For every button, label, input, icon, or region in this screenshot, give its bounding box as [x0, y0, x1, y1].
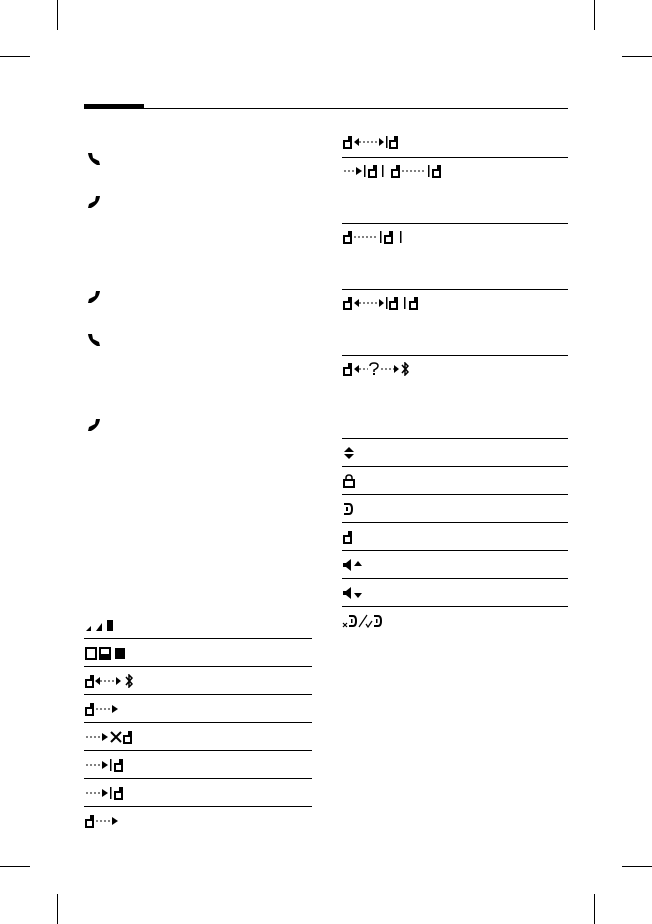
table-row	[342, 579, 568, 607]
handset-up-icon	[86, 417, 102, 433]
table-row	[84, 639, 312, 667]
battery-level-icon	[84, 646, 130, 660]
table-row	[342, 523, 568, 551]
signal-strength-icon	[84, 618, 124, 632]
phone-exchange-icon	[342, 296, 432, 310]
crop-mark	[594, 0, 595, 30]
table-row	[342, 467, 568, 495]
handset-up-icon	[86, 194, 102, 210]
table-row	[342, 551, 568, 579]
handset-down-icon	[86, 332, 102, 348]
headset-icon	[342, 502, 358, 516]
table-row	[84, 807, 312, 835]
table-row	[84, 611, 312, 639]
handset-down-icon	[86, 151, 102, 167]
incoming-to-phone-icon	[84, 786, 130, 800]
volume-up-icon	[342, 558, 366, 572]
table-row	[342, 356, 568, 390]
phone-bluetooth-connection-icon	[84, 674, 140, 688]
table-row	[342, 607, 568, 635]
incoming-blocked-icon	[84, 730, 136, 744]
table-row	[342, 495, 568, 523]
table-row	[342, 290, 568, 324]
phone-transfer-icon	[342, 230, 418, 244]
lock-icon	[342, 474, 358, 488]
crop-mark	[0, 56, 30, 57]
table-row	[84, 751, 312, 779]
crop-mark	[622, 866, 652, 867]
volume-down-icon	[342, 586, 366, 600]
header-rule	[84, 108, 568, 109]
phone-to-phone-icon	[342, 135, 406, 149]
crop-mark	[57, 0, 58, 30]
handset-up-icon	[86, 289, 102, 305]
crop-mark	[57, 894, 58, 924]
phone-outgoing-icon	[84, 702, 124, 716]
phone-icon	[342, 530, 358, 544]
phone-outgoing-icon	[84, 814, 124, 828]
table-row	[342, 439, 568, 467]
phone-search-bluetooth-icon	[342, 362, 432, 376]
table-row	[84, 779, 312, 807]
crop-mark	[622, 56, 652, 57]
table-row	[342, 128, 568, 156]
table-row	[84, 695, 312, 723]
table-row	[342, 224, 568, 258]
transfer-between-phones-icon	[342, 164, 450, 178]
crop-mark	[594, 894, 595, 924]
crop-mark	[0, 866, 30, 867]
table-row	[84, 723, 312, 751]
headset-select-icon	[342, 614, 394, 628]
scroll-up-down-icon	[342, 446, 358, 460]
table-row	[342, 158, 568, 192]
incoming-to-phone-icon	[84, 758, 130, 772]
table-row	[84, 667, 312, 695]
